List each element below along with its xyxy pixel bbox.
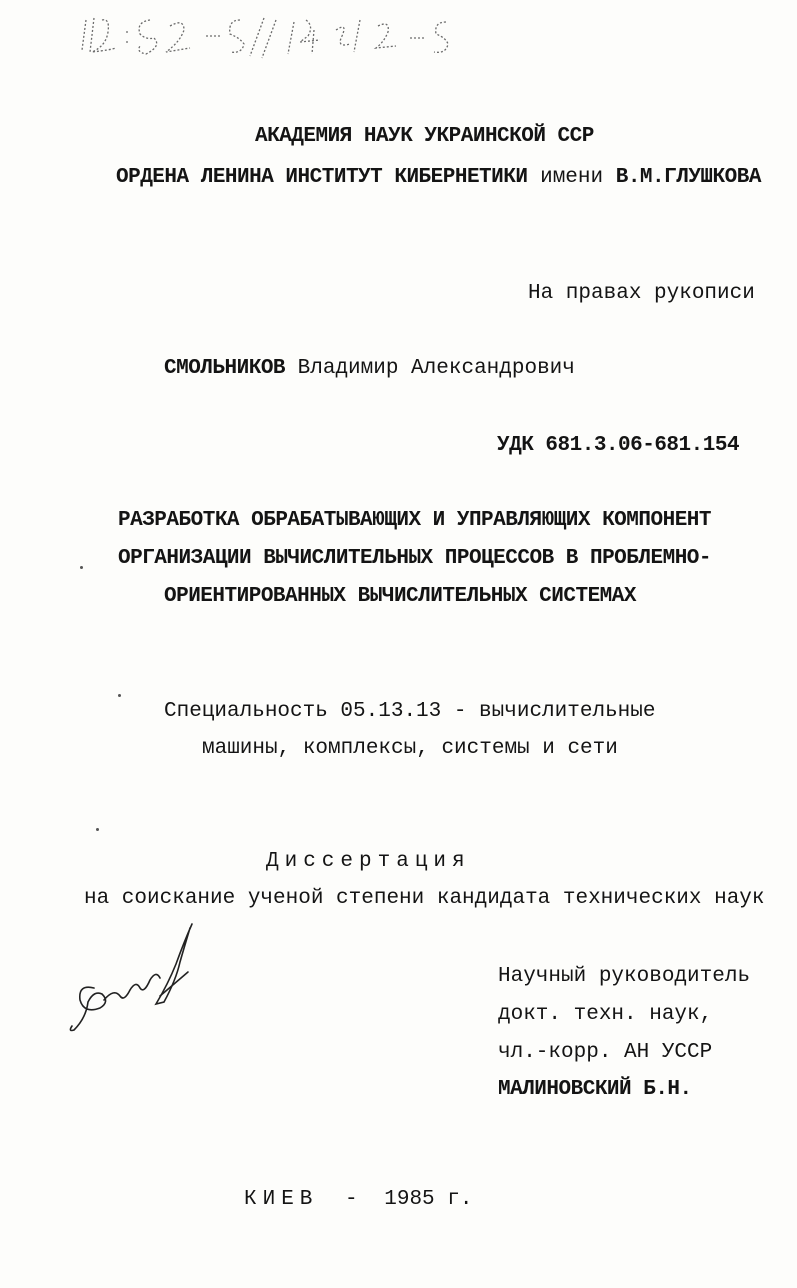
supervisor-name: МАЛИНОВСКИЙ Б.Н.	[498, 1078, 692, 1101]
handwritten-stamp-number	[80, 8, 520, 66]
year: 1985 г.	[384, 1188, 473, 1211]
supervisor-title: Научный руководитель	[498, 965, 751, 988]
institute-namesake: В.М.ГЛУШКОВА	[615, 166, 761, 189]
academy-name: АКАДЕМИЯ НАУК УКРАИНСКОЙ ССР	[255, 125, 594, 148]
institute-name	[116, 165, 761, 191]
scan-speck	[96, 828, 99, 831]
dash: -	[345, 1188, 358, 1211]
institute-name-caps: ОРДЕНА ЛЕНИНА ИНСТИТУТ КИБЕРНЕТИКИ	[116, 166, 528, 189]
signature-mark	[64, 918, 204, 1038]
specialty-line-1: Специальность 05.13.13 - вычислительные	[164, 700, 656, 723]
title-line-1: РАЗРАБОТКА ОБРАБАТЫВАЮЩИХ И УПРАВЛЯЮЩИХ КОМПОНЕНТ	[118, 509, 712, 532]
supervisor-degree: докт. техн. наук,	[498, 1003, 713, 1026]
degree-line: на соискание ученой степени кандидата технических наук	[84, 887, 765, 910]
author-given-names: Владимир Александрович	[297, 357, 575, 380]
title-line-2: ОРГАНИЗАЦИИ ВЫЧИСЛИТЕЛЬНЫХ ПРОЦЕССОВ В ПРОБЛЕМНО-	[118, 547, 712, 570]
author-name	[164, 356, 575, 382]
title-line-3: ОРИЕНТИРОВАННЫХ ВЫЧИСЛИТЕЛЬНЫХ СИСТЕМАХ	[164, 585, 636, 608]
institute-name-lower: имени	[540, 166, 604, 189]
dissertation-label: Диссертация	[266, 850, 471, 873]
scan-speck	[80, 566, 83, 569]
udk-code: УДК 681.3.06-681.154	[497, 434, 740, 457]
author-surname: СМОЛЬНИКОВ	[164, 357, 286, 380]
city-year	[244, 1187, 472, 1213]
rights-note: На правах рукописи	[528, 282, 755, 305]
scan-speck	[118, 694, 121, 697]
supervisor-rank: чл.-корр. АН УССР	[498, 1041, 713, 1064]
city: КИЕВ	[244, 1188, 319, 1211]
specialty-line-2: машины, комплексы, системы и сети	[202, 737, 618, 760]
